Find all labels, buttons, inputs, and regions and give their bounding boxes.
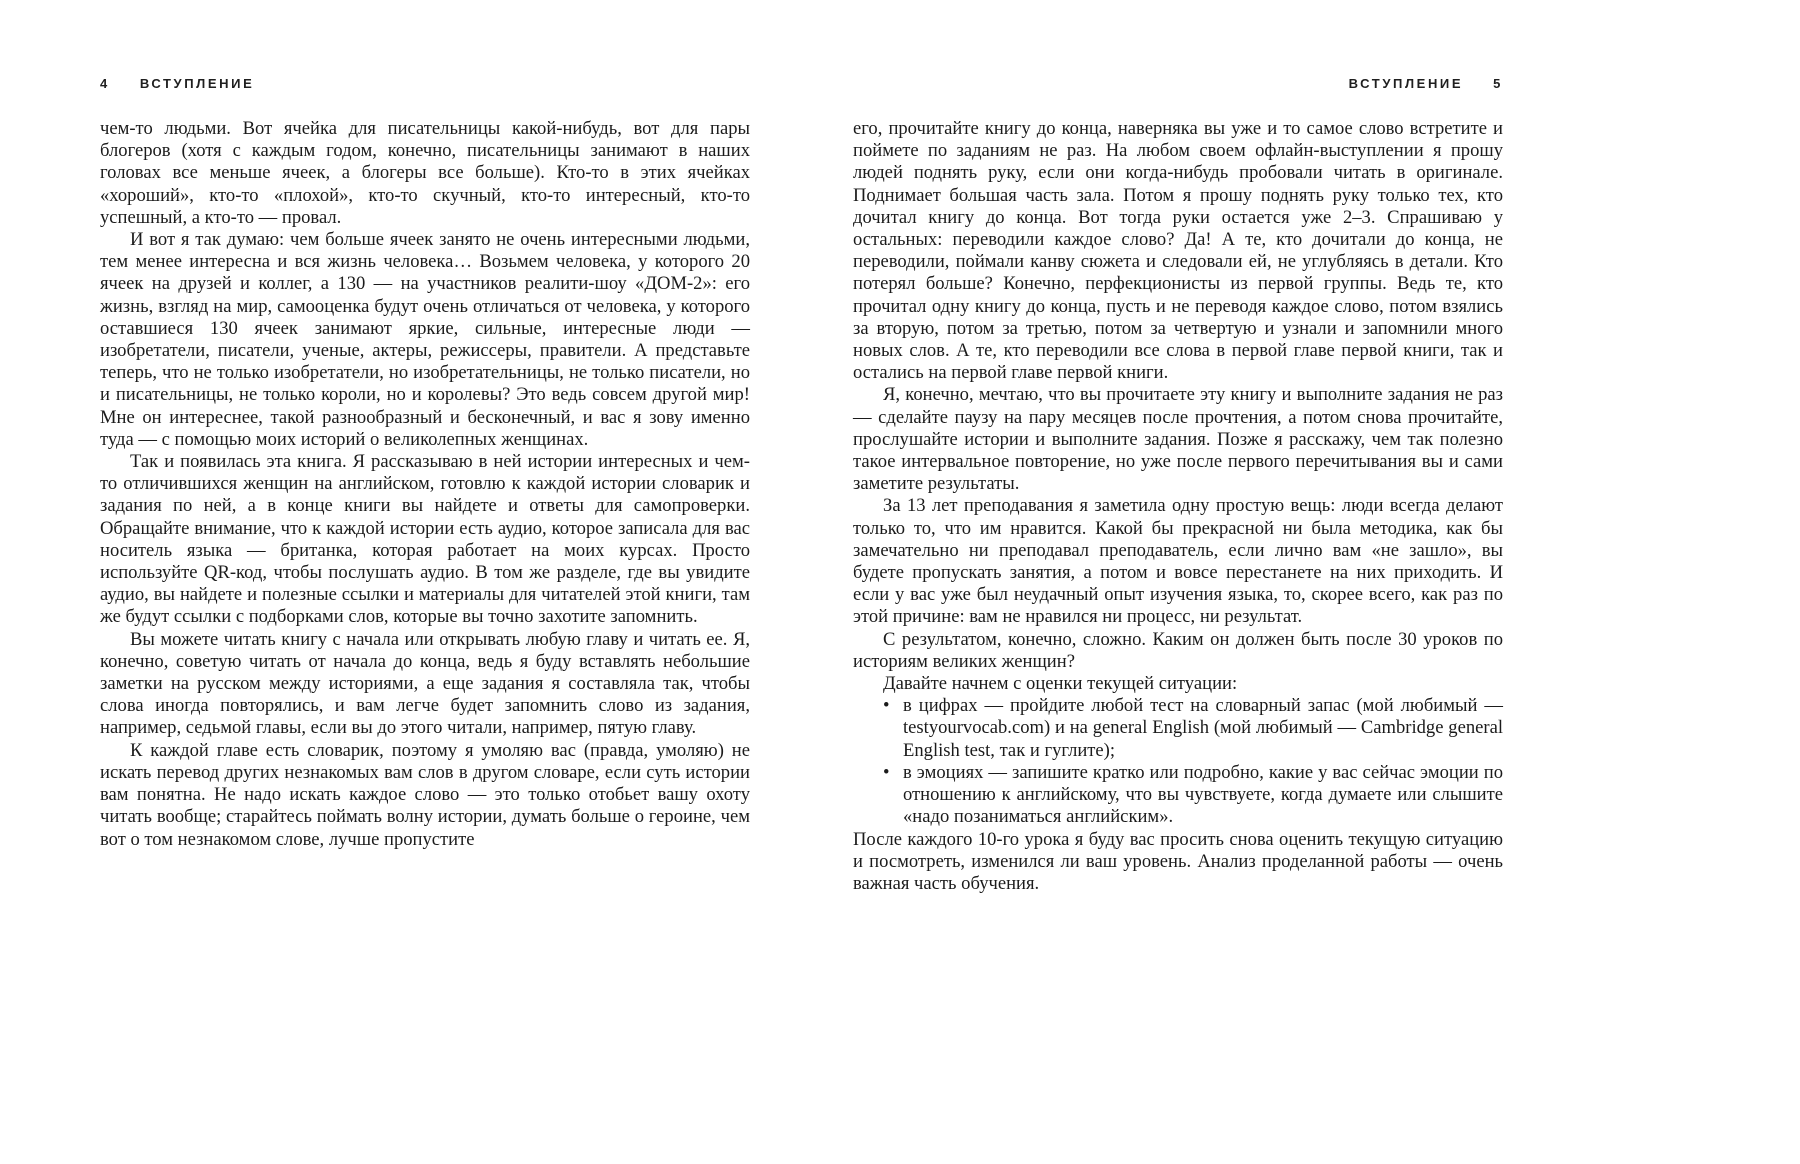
- list-item-text: в эмоциях — запишите кратко или подробно, какие у вас сейчас эмоции по отношению к английскому, что вы чувствуете, когда думаете или слышите «надо позаниматься английским».: [903, 761, 1503, 828]
- bullet-icon: •: [883, 761, 890, 783]
- paragraph: Вы можете читать книгу с начала или открывать любую главу и читать ее. Я, конечно, советую читать от начала до конца, ведь я буду вставлять небольшие заметки на русском между историями, а еще задания я составляла так, чтобы слова иногда повторялись, и вам легче будет запомнить слово из задания, например, седьмой главы, если вы до этого читали, например, пятую главу.: [100, 628, 750, 739]
- paragraph: Давайте начнем с оценки текущей ситуации:: [883, 673, 1238, 695]
- page-number-left: 4: [100, 76, 110, 91]
- paragraph: чем-то людьми. Вот ячейка для писательницы какой-нибудь, вот для пары блогеров (хотя с каждым годом, конечно, писательницы занимают в наших головах все меньше ячеек, а блогеры все больше). Кто-то в этих ячейках «хороший», кто-то «плохой», кто-то скучный, кто-то интересный, кто-то успешный, а кто-то — провал.: [100, 118, 750, 228]
- assessment-bullet-list: [853, 695, 1503, 828]
- paragraph: За 13 лет преподавания я заметила одну простую вещь: люди всегда делают только то, что им нравится. Какой бы прекрасной ни была методика, как бы замечательно ни преподавал преподаватель, если лично вам «не зашло», вы будете пропускать занятия, а потом и вовсе перестанете на них приходить. И если у вас уже был неудачный опыт изучения языка, то, скорее всего, как раз по этой причине: вам не нравился ни процесс, ни результат.: [853, 495, 1503, 628]
- paragraph: И вот я так думаю: чем больше ячеек занято не очень интересными людьми, тем менее интересна и вся жизнь человека… Возьмем человека, у которого 20 ячеек на друзей и коллег, а 130 — на участников реалити-шоу «ДОМ-2»: его жизнь, взгляд на мир, самооценка будут очень отличаться от человека, у которого оставшиеся 130 ячеек занимают яркие, сильные, интересные люди — изобретатели, писатели, ученые, актеры, режиссеры, правители. А представьте теперь, что не только изобретатели, но изобретательницы, не только писатели, но и писательницы, не только короли, но и королевы? Это ведь совсем другой мир! Мне он интереснее, такой разнообразный и бесконечный, и вас я зову именно туда — с помощью моих историй о великолепных женщинах.: [100, 229, 750, 450]
- bullet-icon: •: [883, 695, 890, 717]
- list-item: [883, 695, 1503, 762]
- list-item: [883, 762, 1503, 829]
- paragraph: К каждой главе есть словарик, поэтому я умоляю вас (правда, умоляю) не искать перевод других незнакомых вам слов в другом словаре, если суть истории вам понятна. Не надо искать каждое слово — это только отобьет вашу охоту читать вообще; старайтесь поймать волну истории, думать больше о героине, чем вот о том незнакомом слове, лучше пропустите: [100, 739, 750, 850]
- paragraph: его, прочитайте книгу до конца, наверняка вы уже и то самое слово встретите и поймете по заданиям не раз. На любом своем офлайн-выступлении я прошу людей поднять руку, если они когда-нибудь пробовали читать в оригинале. Поднимает большая часть зала. Потом я прошу поднять руку только тех, кто дочитал книгу до конца. Вот тогда руки остается уже 2–3. Спрашиваю у остальных: переводили каждое слово? Да! А те, кто дочитали до конца, не переводили, поймали канву сюжета и следовали ей, не углубляясь в детали. Кто потерял больше? Конечно, перфекционисты из первой группы. Ведь те, кто прочитал одну книгу до конца, пусть и не переводя каждое слово, потом взялись за вторую, потом за третью, потом за четвертую и узнали и запомнили много новых слов. А те, кто переводили все слова в первой главе первой книги, так и остались на первой главе первой книги.: [853, 118, 1503, 384]
- body-text-left: [100, 118, 750, 851]
- running-title-right: ВСТУПЛЕНИЕ: [1348, 76, 1464, 91]
- paragraph: С результатом, конечно, сложно. Каким он должен быть после 30 уроков по историям великих женщин?: [853, 628, 1503, 672]
- running-head-left: [100, 76, 750, 92]
- body-text-right: [853, 118, 1503, 895]
- paragraph: Я, конечно, мечтаю, что вы прочитаете эту книгу и выполните задания не раз — сделайте паузу на пару месяцев после прочтения, а потом снова прочитайте, прослушайте истории и выполните задания. Позже я расскажу, чем так полезно такое интервальное повторение, но уже после первого перечитывания вы и сами заметите результаты.: [853, 384, 1503, 495]
- running-title-left: ВСТУПЛЕНИЕ: [139, 76, 255, 91]
- paragraph: Так и появилась эта книга. Я рассказываю в ней истории интересных и чем-то отличившихся женщин на английском, готовлю к каждой истории словарик и задания по ней, а в конце книги вы найдете и ответы для самопроверки. Обращайте внимание, что к каждой истории есть аудио, которое записала для вас носитель языка — британка, которая работает на моих курсах. Просто используйте QR-код, чтобы послушать аудио. В том же разделе, где вы увидите аудио, вы найдете и полезные ссылки и материалы для читателей этой книги, там же будут ссылки с подборками слов, которые вы точно захотите запомнить.: [100, 451, 750, 628]
- page-left: [100, 76, 750, 851]
- page-right: [853, 76, 1503, 895]
- paragraph: После каждого 10-го урока я буду вас просить снова оценить текущую ситуацию и посмотреть, изменился ли ваш уровень. Анализ проделанной работы — очень важная часть обучения.: [853, 828, 1503, 894]
- list-item-text: в цифрах — пройдите любой тест на словарный запас (мой любимый — testyourvocab.com) и на general English (мой любимый — Cambridge general English test, так и гуглите);: [903, 695, 1503, 761]
- running-head-right: [853, 76, 1503, 92]
- page-number-right: 5: [1493, 76, 1503, 91]
